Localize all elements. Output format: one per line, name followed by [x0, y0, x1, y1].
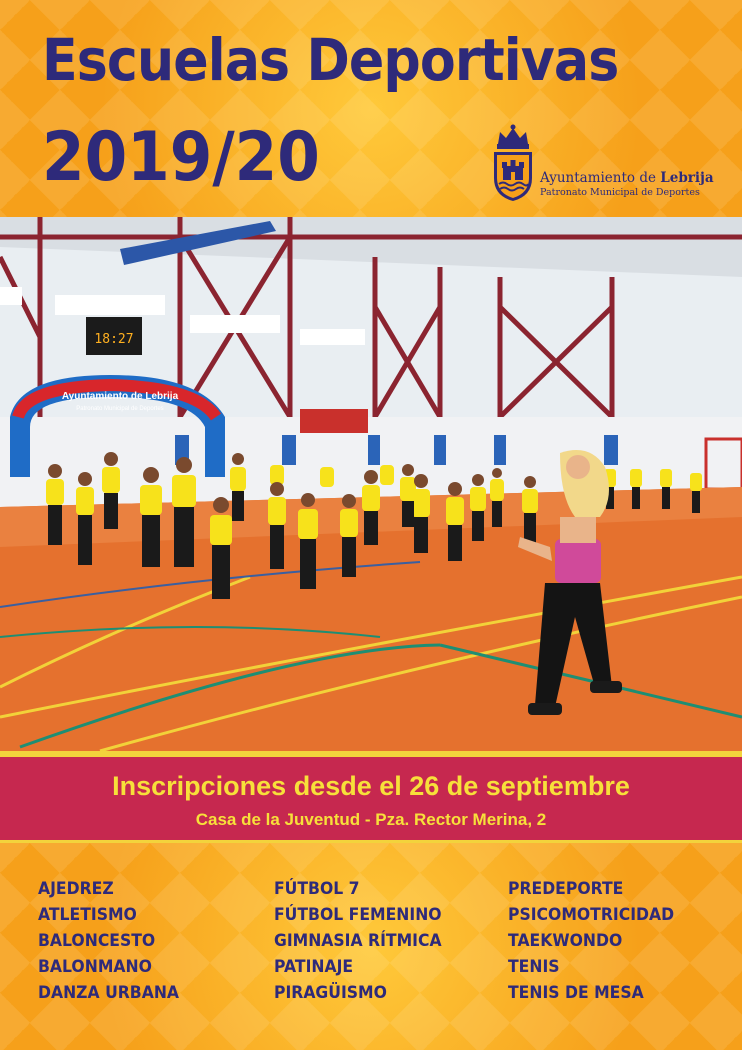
coat-of-arms-icon	[490, 122, 536, 202]
sport-item: BALONMANO	[38, 957, 152, 977]
registration-date: Inscripciones desde el 26 de septiembre	[112, 771, 630, 801]
sport-item: AJEDREZ	[38, 879, 114, 899]
poster-title: Escuelas Deportivas	[42, 26, 619, 94]
sport-item: FÚTBOL FEMENINO	[274, 905, 442, 925]
arch-subtext: Patronato Municipal de Deportes	[76, 406, 164, 412]
registration-location: Casa de la Juventud - Pza. Rector Merina, 2	[195, 810, 547, 829]
dance-class-photo	[0, 217, 742, 751]
sport-item: TENIS	[508, 957, 560, 977]
sport-item: PREDEPORTE	[508, 879, 624, 899]
sport-item: BALONCESTO	[38, 931, 156, 951]
sport-item: FÚTBOL 7	[274, 879, 360, 899]
sport-item: PATINAJE	[274, 957, 354, 977]
poster-header	[0, 0, 742, 217]
logo-name: Ayuntamiento de Lebrija	[540, 170, 714, 186]
sports-column-3	[508, 879, 689, 1009]
poster-season: 2019/20	[42, 118, 320, 197]
sport-item: TENIS DE MESA	[508, 983, 644, 1003]
sports-column-2	[274, 879, 456, 1009]
gym-illustration	[0, 217, 742, 751]
registration-banner	[0, 751, 742, 843]
ayuntamiento-logo	[490, 122, 720, 202]
sport-item: ATLETISMO	[38, 905, 137, 925]
sports-column-1	[38, 879, 191, 1009]
sport-item: DANZA URBANA	[38, 983, 180, 1003]
scoreboard-time: 18:27	[94, 332, 134, 347]
sport-item: PIRAGÜISMO	[274, 983, 387, 1003]
sport-item: GIMNASIA RÍTMICA	[274, 931, 442, 951]
sport-item: TAEKWONDO	[508, 931, 623, 951]
logo-subtitle: Patronato Municipal de Deportes	[540, 187, 700, 198]
sport-item: PSICOMOTRICIDAD	[508, 905, 675, 925]
sports-list	[0, 843, 742, 1050]
arch-text: Ayuntamiento de Lebrija	[61, 391, 179, 402]
